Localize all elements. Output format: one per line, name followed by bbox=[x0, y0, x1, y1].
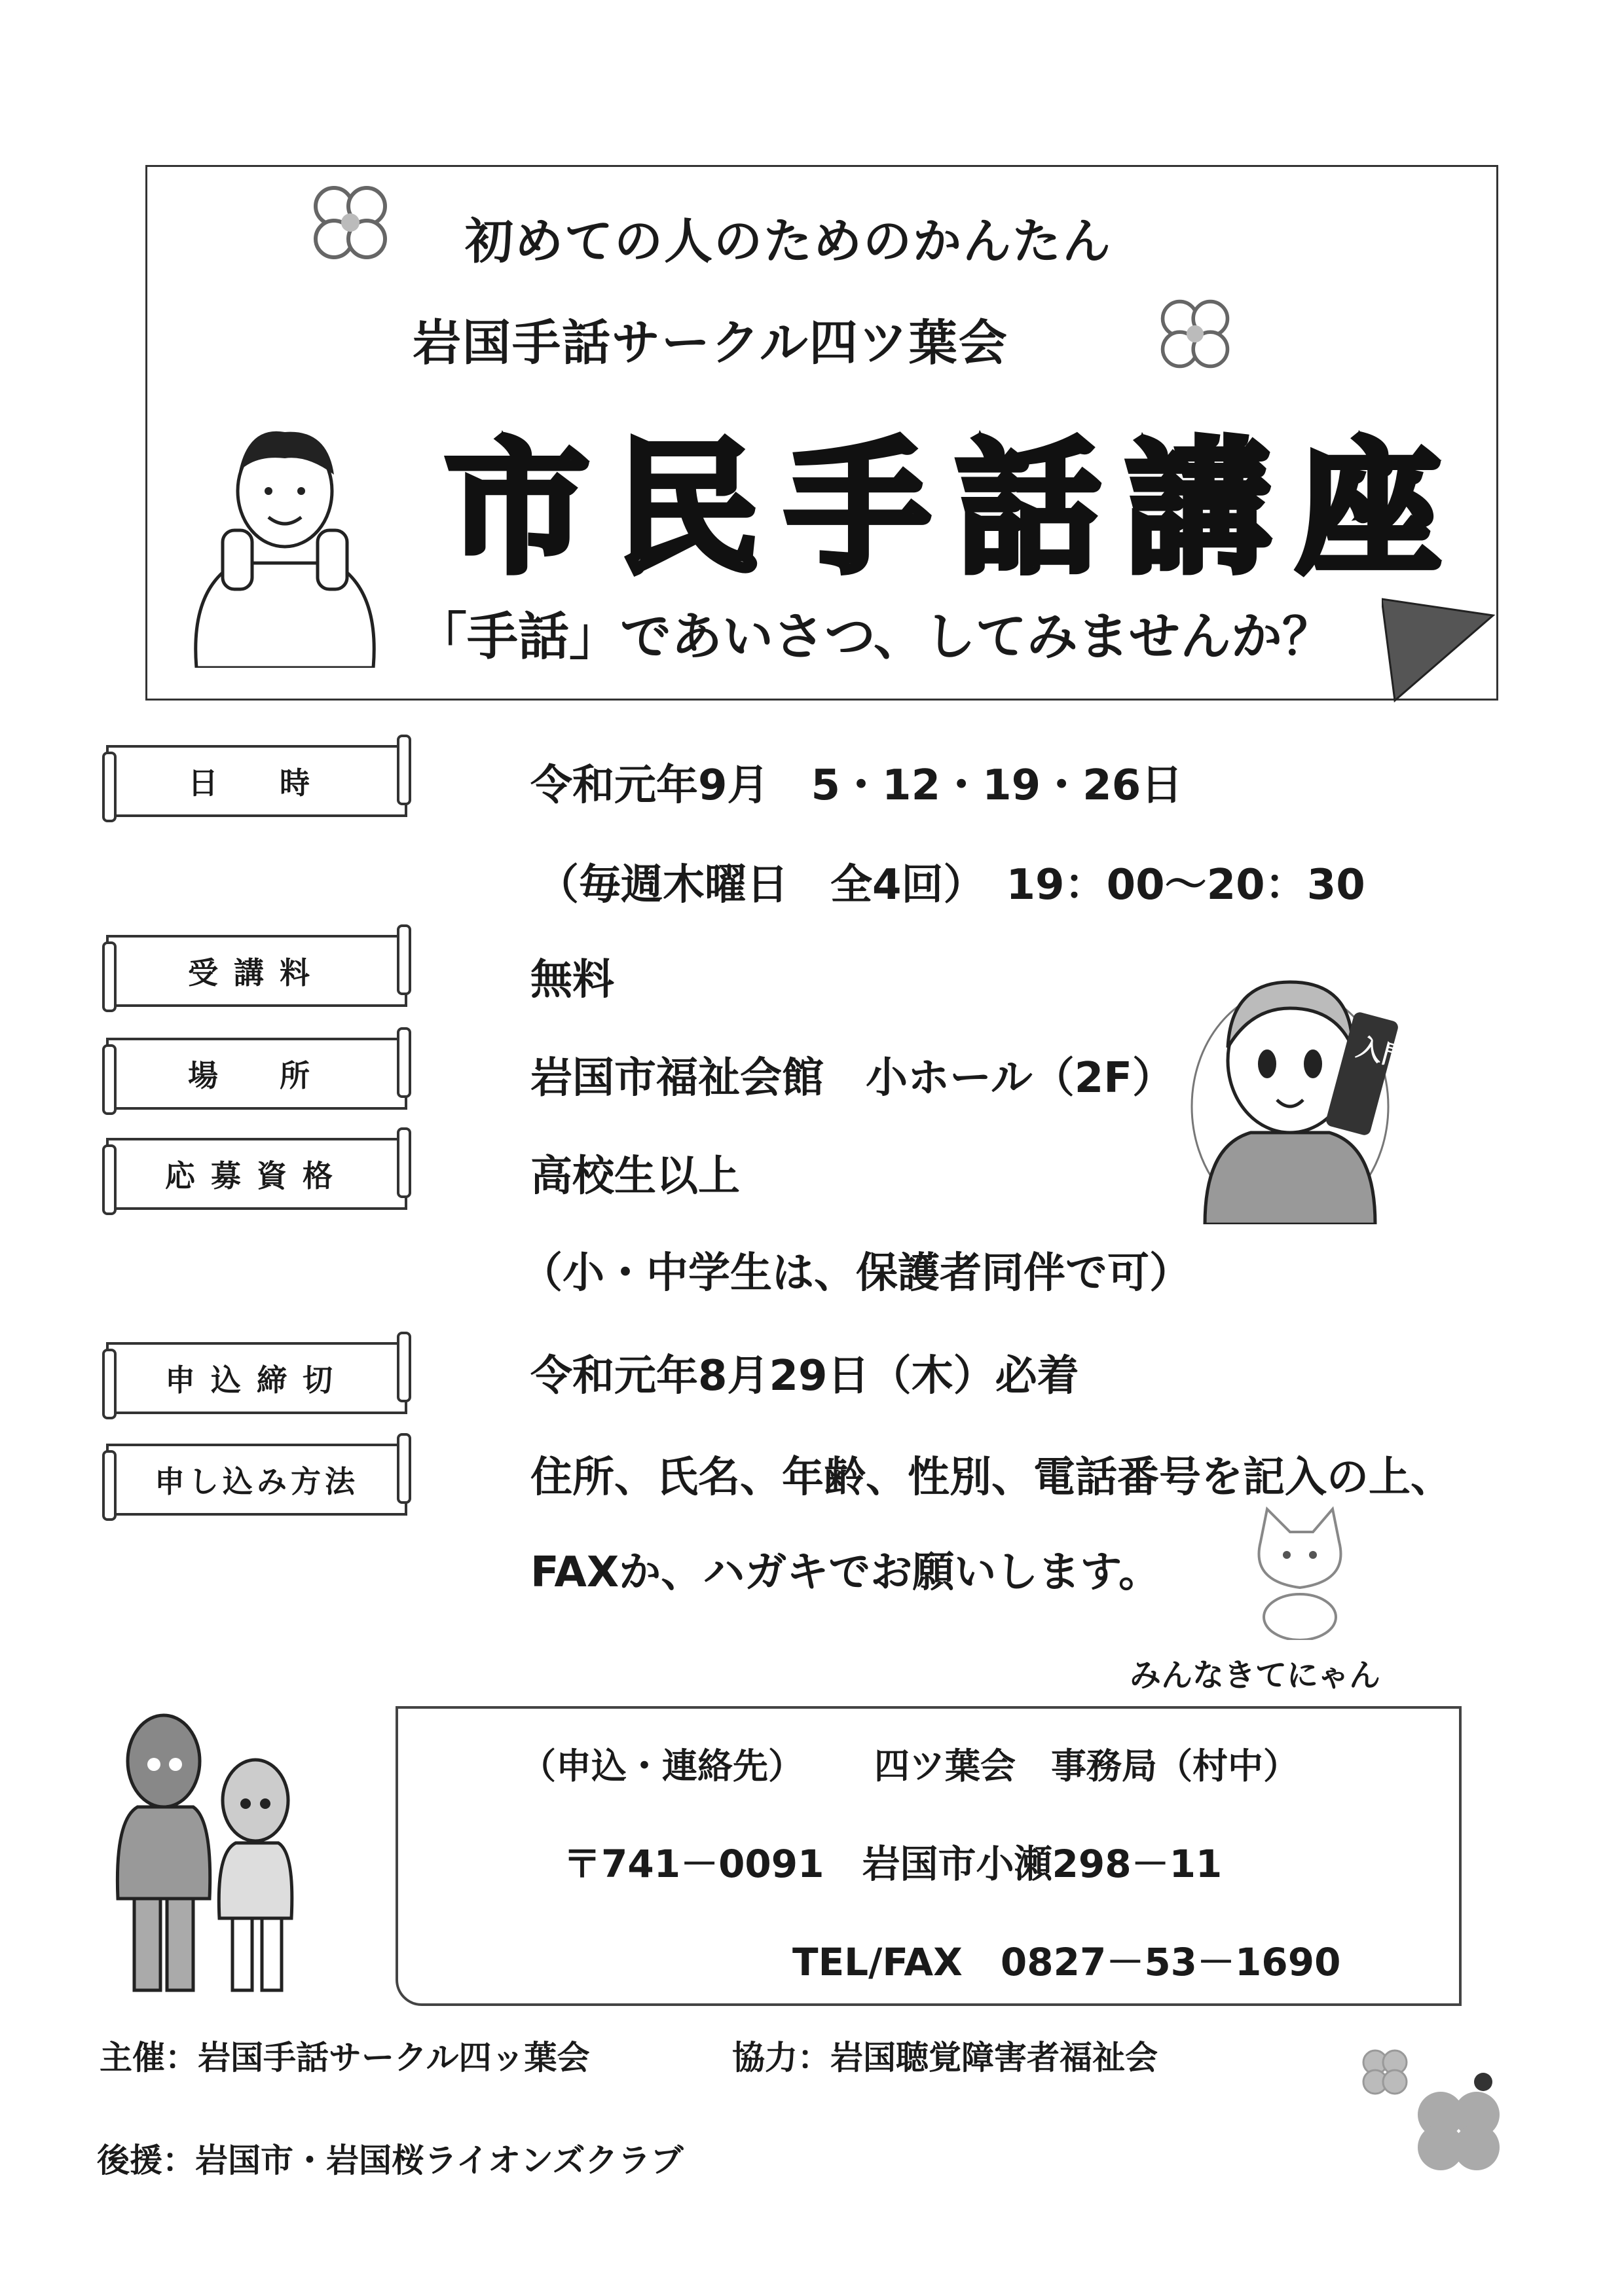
contact-telfax: TEL/FAX 0827－53－1690 bbox=[792, 1940, 1341, 1984]
fee-value: 無料 bbox=[530, 956, 614, 1004]
cat-caption: みんなきてにゃん bbox=[1130, 1657, 1381, 1694]
contact-address: 〒741－0091 岩国市小瀬298－11 bbox=[563, 1842, 1223, 1886]
clover-icon bbox=[1149, 288, 1241, 380]
girl-with-book-illustration bbox=[1179, 936, 1428, 1224]
contact-office: 四ツ葉会 事務局（村中） bbox=[874, 1745, 1299, 1787]
header-subtitle-2: 岩国手話サークル四ツ葉会 bbox=[413, 315, 1008, 371]
clover-icon bbox=[1349, 2036, 1513, 2180]
organizer-credit: 主催：岩国手話サークル四ッ葉会 bbox=[100, 2039, 590, 2077]
header-tagline: 「手話」であいさつ、してみませんか？ bbox=[416, 608, 1333, 666]
eligibility-label: 応募資格 bbox=[106, 1138, 407, 1210]
date-label: 日 時 bbox=[106, 745, 407, 817]
method-value-line1: 住所、氏名、年齢、性別、電話番号を記入の上、 bbox=[530, 1453, 1452, 1502]
eligibility-note: （小・中学生は、保護者同伴で可） bbox=[521, 1249, 1191, 1298]
deadline-value: 令和元年8月29日（木）必着 bbox=[530, 1352, 1079, 1400]
place-label: 場 所 bbox=[106, 1038, 407, 1110]
support-credit: 後援：岩国市・岩国桜ライオンズクラブ bbox=[97, 2141, 684, 2179]
header-subtitle-1: 初めての人のためのかんたん bbox=[465, 213, 1112, 270]
place-value: 岩国市福祉会館 小ホール（2F） bbox=[530, 1054, 1174, 1102]
man-signing-illustration bbox=[177, 419, 393, 668]
contact-heading: （申込・連絡先） bbox=[521, 1745, 803, 1787]
couple-signing-illustration bbox=[98, 1702, 321, 2003]
cooperation-credit: 協力：岩国聴覚障害者福祉会 bbox=[732, 2039, 1158, 2077]
method-label: 申し込み方法 bbox=[106, 1444, 407, 1516]
date-schedule: （毎週木曜日 全4回） 19：00～20：30 bbox=[537, 861, 1365, 909]
method-value-line2: FAXか、ハガキでお願いします。 bbox=[530, 1548, 1161, 1597]
book-label: 入門 bbox=[1353, 1032, 1412, 1075]
folded-corner-decoration bbox=[1382, 592, 1500, 704]
cat-illustration bbox=[1241, 1503, 1359, 1640]
page-title: 市民手話講座 bbox=[445, 423, 1467, 592]
clover-icon bbox=[301, 177, 399, 268]
deadline-label: 申込締切 bbox=[106, 1342, 407, 1414]
eligibility-value: 高校生以上 bbox=[530, 1152, 740, 1201]
fee-label: 受講料 bbox=[106, 935, 407, 1007]
date-value: 令和元年9月 5・12・19・26日 bbox=[530, 761, 1183, 810]
